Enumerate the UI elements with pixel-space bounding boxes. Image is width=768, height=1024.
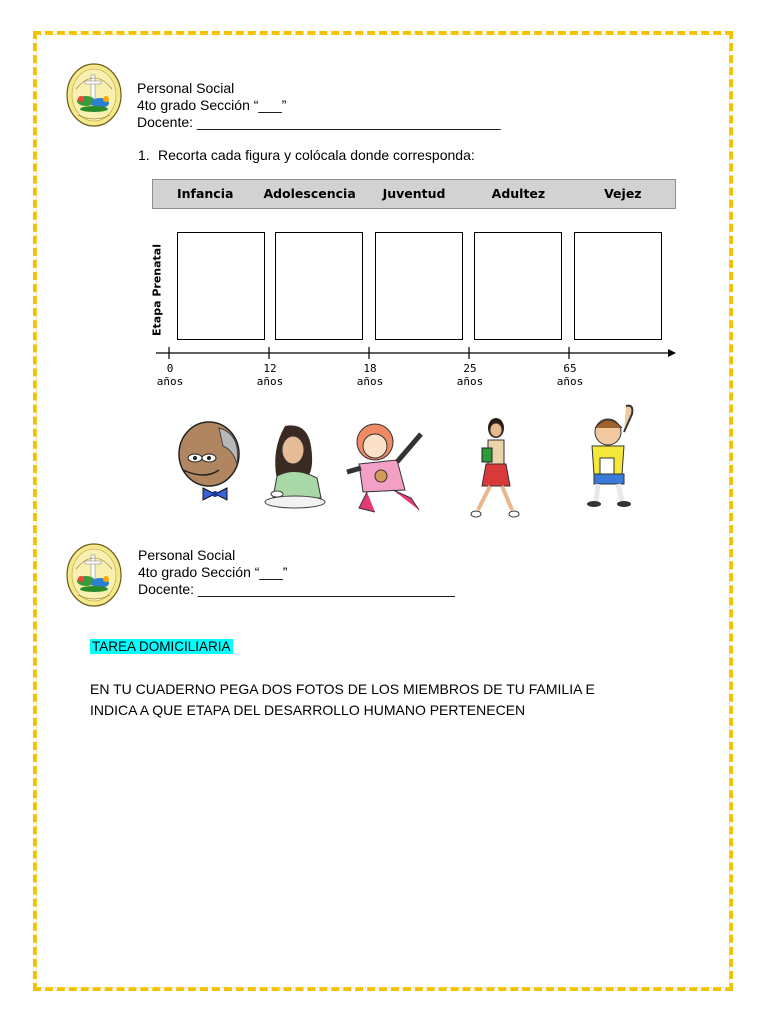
stage-vejez: Vejez	[604, 186, 642, 201]
stage-box[interactable]	[275, 232, 363, 340]
stages-header	[152, 179, 676, 209]
homework-line-1: EN TU CUADERNO PEGA DOS FOTOS DE LOS MIEMBROS DE TU FAMILIA E	[90, 681, 595, 697]
age-tick-65: 65 años	[556, 362, 584, 388]
stage-adultez: Adultez	[491, 186, 546, 201]
stage-box[interactable]	[375, 232, 463, 340]
school-logo	[66, 543, 122, 607]
homework-line-2: INDICA A QUE ETAPA DEL DESARROLLO HUMANO PERTENECEN	[90, 702, 526, 718]
stage-juventud: Juventud	[382, 186, 446, 201]
age-tick-12: 12 años	[256, 362, 284, 388]
age-axis	[152, 343, 676, 363]
header-block-1	[137, 80, 501, 131]
boy-figure[interactable]	[582, 402, 642, 510]
grade-label: 4to grado Sección “___”	[137, 97, 287, 113]
stage-box[interactable]	[574, 232, 662, 340]
age-tick-25: 25 años	[456, 362, 484, 388]
instruction	[138, 147, 475, 163]
stage-adolescencia: Adolescencia	[263, 186, 356, 201]
baby-girl-figure[interactable]	[345, 420, 429, 516]
stage-infancia: Infancia	[176, 186, 234, 201]
age-tick-18: 18 años	[356, 362, 384, 388]
young-woman-figure[interactable]	[468, 414, 520, 522]
prenatal-label: Etapa Prenatal	[150, 244, 164, 336]
homework-title: TAREA DOMICILIARIA	[92, 639, 231, 654]
header-block-2	[138, 547, 455, 598]
subject-label: Personal Social	[138, 547, 236, 563]
teacher-label: Docente: _________________________________	[138, 581, 455, 597]
instruction-text: Recorta cada figura y colócala donde corresponda:	[158, 147, 475, 163]
teacher-label: Docente: _______________________________________	[137, 114, 501, 130]
adult-woman-figure[interactable]	[255, 420, 327, 510]
age-tick-0: 0 años	[156, 362, 184, 388]
instruction-number: 1.	[138, 147, 150, 163]
homework-instructions	[90, 679, 690, 721]
stage-box[interactable]	[177, 232, 265, 340]
stage-box[interactable]	[474, 232, 562, 340]
elderly-man-figure[interactable]	[175, 412, 247, 508]
grade-label: 4to grado Sección “___”	[138, 564, 288, 580]
subject-label: Personal Social	[137, 80, 235, 96]
life-stages-timeline	[152, 173, 676, 395]
school-logo	[66, 63, 122, 127]
